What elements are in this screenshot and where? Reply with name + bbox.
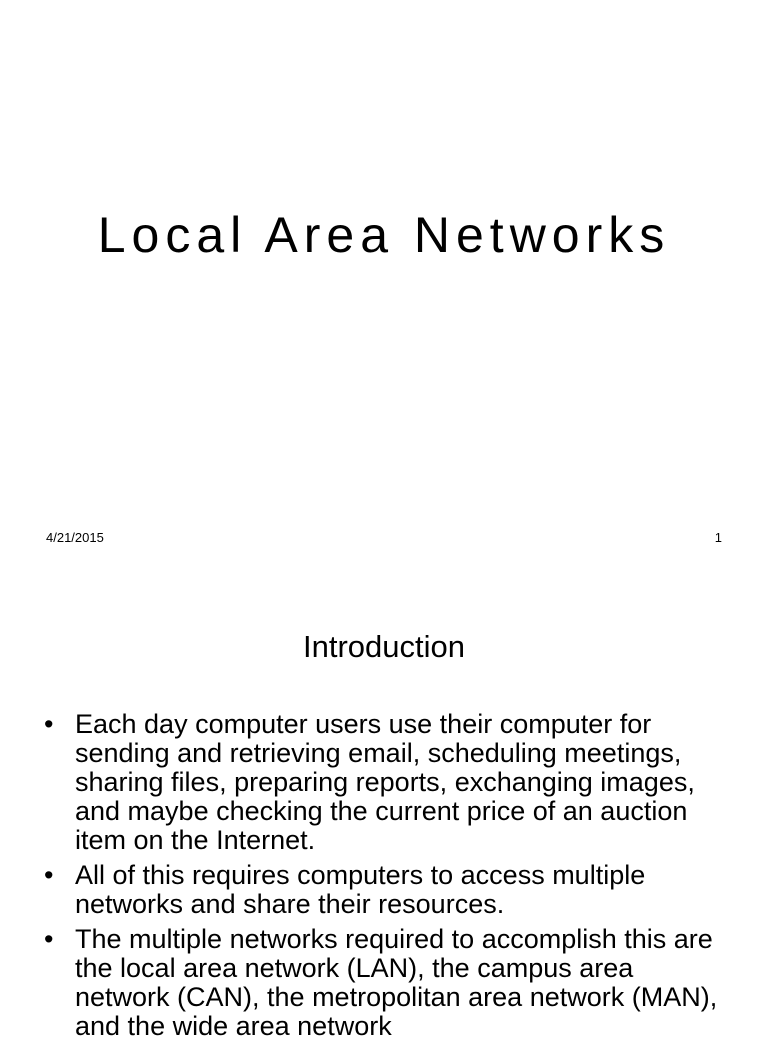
introduction-slide [0, 560, 768, 1041]
bullet-list [44, 710, 734, 1047]
slide-heading: Introduction [303, 629, 465, 664]
bullet-text: Each day computer users use their computer for sending and retrieving email, scheduling meetings, sharing files, preparing reports, exchanging images, and maybe checking the current price of an auction item on the Internet. [75, 709, 695, 855]
slide-date: 4/21/2015 [46, 530, 104, 545]
bullet-icon: • [44, 709, 54, 739]
bullet-item [44, 710, 734, 855]
bullet-text: All of this requires computers to access multiple networks and share their resources. [75, 860, 646, 919]
bullet-text: The multiple networks required to accomplish this are the local area network (LAN), the campus area network (CAN), the metropolitan area network (MAN), and the wide area network [75, 924, 718, 1041]
bullet-item [44, 925, 734, 1041]
bullet-icon: • [44, 924, 54, 954]
bullet-icon: • [44, 860, 54, 890]
slide-page-number: 1 [714, 530, 722, 545]
bullet-item [44, 861, 734, 919]
slide-title: Local Area Networks [97, 207, 671, 263]
